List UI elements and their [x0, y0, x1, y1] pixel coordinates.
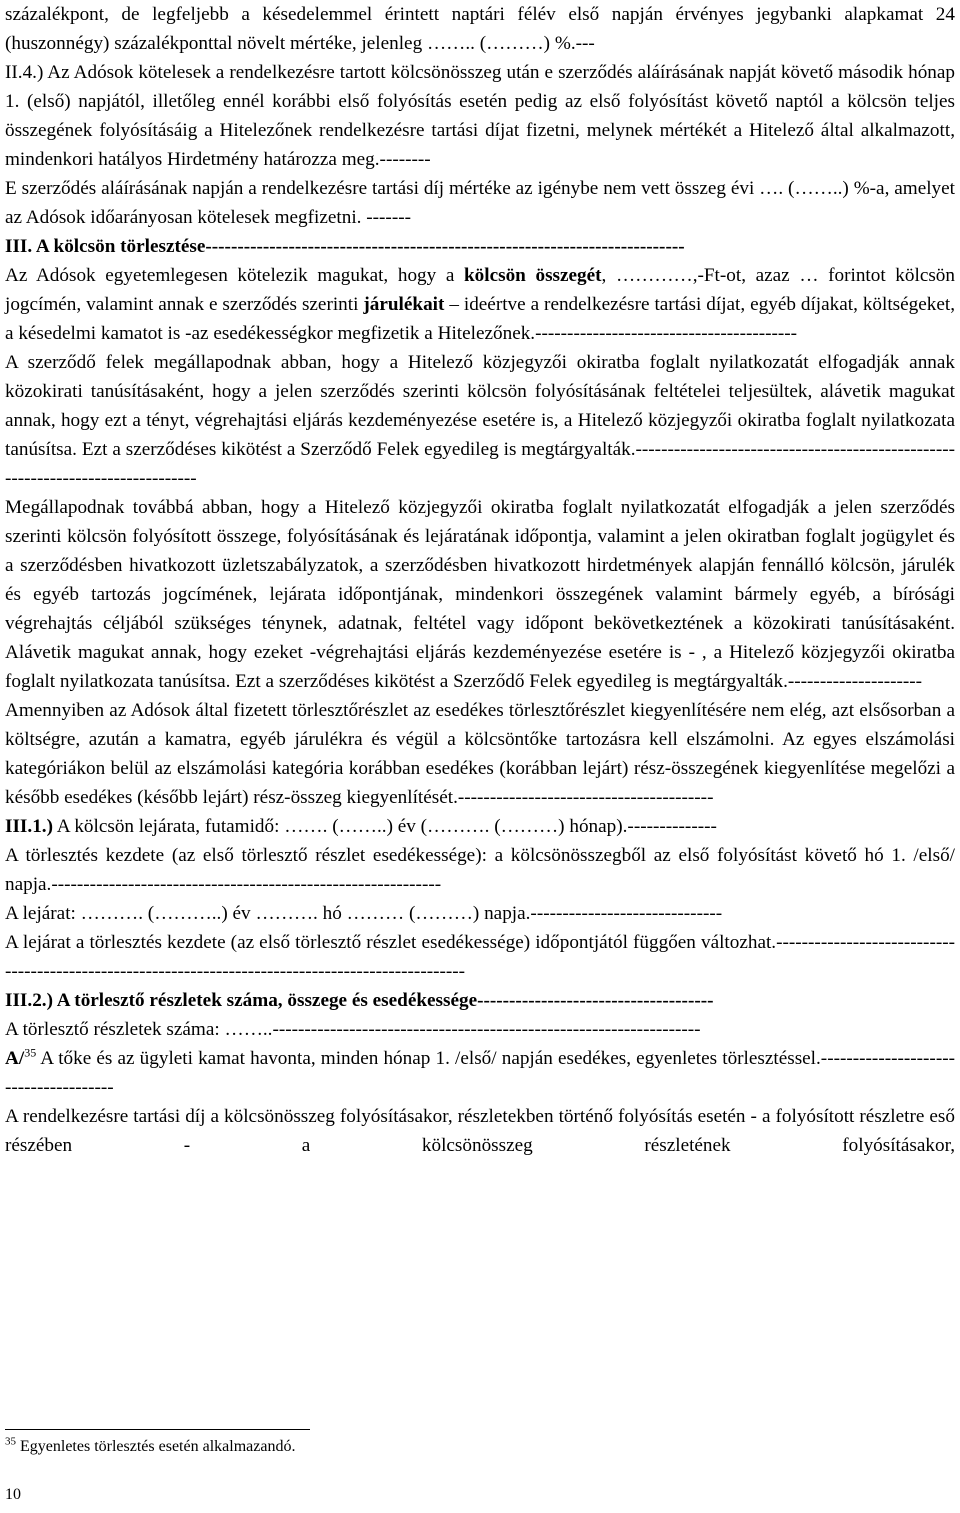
footnote-reference[interactable]: 35: [24, 1045, 37, 1060]
document-page: [5, 0, 955, 1189]
paragraph-commitment-fee-rate: E szerződés aláírásának napján a rendelkezésre tartási díj mértéke az igénybe nem vett összeg évi …. (……..) %-a, amelyet az Adósok időarányosan kötelesek megfizetni. -------: [5, 178, 955, 228]
paragraph-settlement-order: Amennyiben az Adósok által fizetett törlesztőrészlet az esedékes törlesztőrészlet kiegyenlítésére nem elég, azt elsősorban a költségre, azután a kamatra, egyéb járulékra és végül a kölcsöntőke tartozásra kell elszámolni. Az egyes elszámolási kategóriákon belül az elszámolási kategória korábban esedékes (korábban lejárt) rész-összegének kiegyenlítése megelőzi a később esedékes (később lejárt) rész-összeg kiegyenlítését.----------------------------------------: [5, 700, 955, 808]
paragraph-maturity-date: A lejárat: ………. (………..) év ………. hó ……… (………) napja.------------------------------: [5, 903, 723, 924]
paragraph-commitment-fee-payment: A rendelkezésre tartási díj a kölcsönösszeg folyósításakor, részletekben történő folyósítás esetén - a folyósított részletre eső részében - a kölcsönösszeg részletének folyósításakor,: [5, 1106, 955, 1156]
page-number: 10: [5, 1486, 21, 1503]
paragraph-installment-count: A törlesztő részletek száma: ……..-------------------------------------------------------------------: [5, 1019, 701, 1040]
section-heading-installments: III.2.) A törlesztő részletek száma, összege és esedékessége-------------------------------------: [5, 990, 714, 1011]
paragraph-repayment-start: A törlesztés kezdete (az első törlesztő részlet esedékessége): a kölcsönösszegből az első folyósítást követő hó 1. /első/ napja.-------------------------------------------------------------: [5, 845, 955, 895]
paragraph-joint-obligation: Az Adósok egyetemlegesen kötelezik magukat, hogy a kölcsön összegét, …………,-Ft-ot, azaz … forintot kölcsön jogcímén, valamint annak e szerződés szerinti járulékait – ideértve a rendelkezésre tartási díjat, egyéb díjakat, költségeket, a késedelmi kamatot is -az esedékességkor megfizetik a Hitelezőnek.-----------------------------------------: [5, 265, 956, 344]
paragraph-commitment-fee: II.4.) Az Adósok kötelesek a rendelkezésre tartott kölcsönösszeg után e szerződés aláírásának napját követő második hónap 1. (első) napjától, illetőleg ennél korábbi első folyósítás esetén pedig az első folyósítást követő naptól a kölcsön teljes összegének folyósításáig a Hitelezőnek rendelkezésre tartási díjat fizetni, melynek mértékét a Hitelező által alkalmazott, mindenkori hatályos Hirdetmény határozza meg.--------: [5, 62, 955, 170]
footnote: [5, 1436, 295, 1458]
section-heading-maturity: III.1.) A kölcsön lejárata, futamidő: ……. (……..) év (………. (………) hónap).--------------: [5, 816, 717, 837]
paragraph-late-interest: százalékpont, de legfeljebb a késedelemmel érintett naptári félév első napján érvényes jegybanki alapkamat 24 (huszonnégy) százalékponttal növelt mértéke, jelenleg …….. (………) %.---: [5, 4, 955, 54]
footnote-text: Egyenletes törlesztés esetén alkalmazandó.: [16, 1438, 296, 1455]
section-heading-repayment: III. A kölcsön törlesztése---------------------------------------------------------------------------: [5, 236, 685, 257]
paragraph-option-a: A/$^{35}$ A tőke és az ügyleti kamat havonta, minden hónap 1. /első/ napján esedékes, egyenletes törlesztéssel.--------------------------------------: [5, 1045, 955, 1098]
footnote-number: 35: [5, 1435, 16, 1448]
footnote-separator: [5, 1429, 310, 1430]
paragraph-notary-statement: A szerződő felek megállapodnak abban, hogy a Hitelező közjegyzői okiratba foglalt nyilatkozatát elfogadják annak közokirati tanúsításaként, hogy a jelen szerződés szerinti kölcsön folyósításának feltételei teljesültek, alávetik magukat annak, hogy ezt a tényt, végrehajtási eljárás kezdeményezése esetére is, a Hitelező közjegyzői okiratba foglalt nyilatkozata tanúsítsa. Ezt a szerződéses kikötést a Szerződő Felek egyedileg is megtárgyalták.--------------------------------------------------------------------------------: [5, 352, 955, 489]
paragraph-maturity-change: A lejárat a törlesztés kezdete (az első törlesztő részlet esedékessége) időpontjától függően változhat.----------------------------------------------------------------------------------------------------: [5, 932, 955, 982]
paragraph-notary-certification: Megállapodnak továbbá abban, hogy a Hitelező közjegyzői okiratba foglalt nyilatkozatát elfogadják a jelen szerződés szerinti kölcsön folyósított összege, folyósításának és lejáratának időpontja, valamint a jelen okiratban foglalt jogügylet és a szerződésben hivatkozott üzletszabályzatok, a szerződésben hivatkozott hirdetmények alapján fennálló kölcsön, járulék és egyéb tartozás jogcímének, lejárata időpontjának, mindenkori összegének valamint bármely egyéb, a bírósági végrehajtás céljából szükséges ténynek, adatnak, feltétel vagy időpont bekövetkeztének a közokirati tanúsításaként. Alávetik magukat annak, hogy ezeket -végrehajtási eljárás kezdeményezése esetére is - , a Hitelező közjegyzői okiratba foglalt nyilatkozata tanúsítsa. Ezt a szerződéses kikötést a Szerződő Felek egyedileg is megtárgyalták.---------------------: [5, 497, 955, 692]
